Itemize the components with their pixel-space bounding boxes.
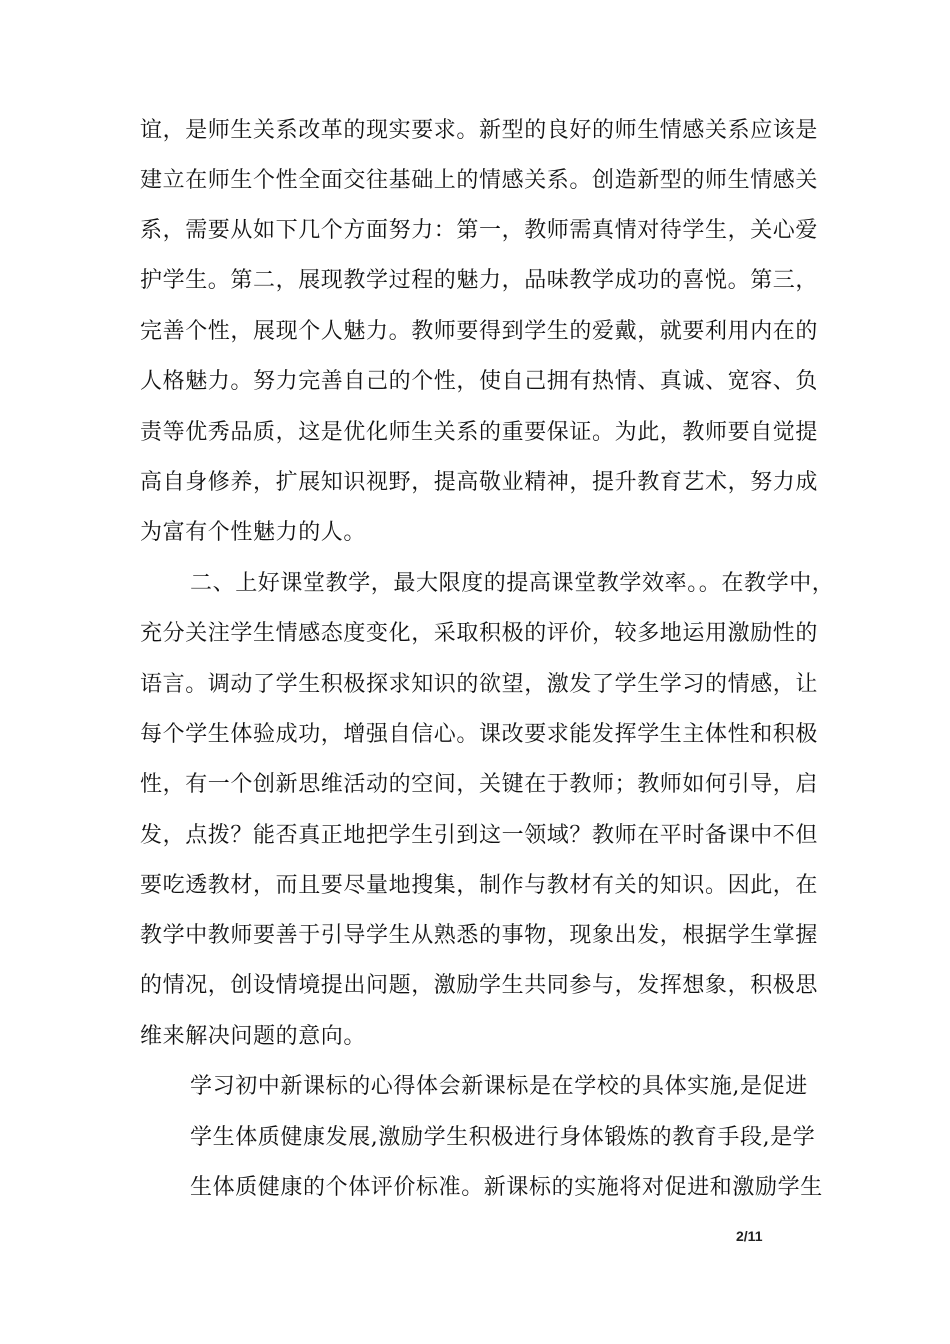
text-line: 生体质健康的个体评价标准。新课标的实施将对促进和激励学生 <box>190 1175 823 1200</box>
page-number: 2/11 <box>736 1228 763 1244</box>
text-line: 的情况，创设情境提出问题，激励学生共同参与，发挥想象，积极思 <box>140 973 819 998</box>
text-line: 学生体质健康发展,激励学生积极进行身体锻炼的教育手段,是学 <box>190 1125 816 1150</box>
text-line: 护学生。第二，展现教学过程的魅力，品味教学成功的喜悦。第三， <box>140 268 819 293</box>
text-line: 语言。调动了学生积极探求知识的欲望，激发了学生学习的情感，让 <box>140 672 819 697</box>
text-line: 系，需要从如下几个方面努力：第一，教师需真情对待学生，关心爱 <box>140 218 819 243</box>
text-line: 学习初中新课标的心得体会新课标是在学校的具体实施,是促进 <box>190 1074 808 1099</box>
text-line: 发，点拨？能否真正地把学生引到这一领域？教师在平时备课中不但 <box>140 823 819 848</box>
text-line: 充分关注学生情感态度变化，采取积极的评价，较多地运用激励性的 <box>140 621 819 646</box>
text-line: 建立在师生个性全面交往基础上的情感关系。创造新型的师生情感关 <box>140 168 819 193</box>
text-line: 高自身修养，扩展知识视野，提高敬业精神，提升教育艺术，努力成 <box>140 470 819 495</box>
text-line: 维来解决问题的意向。 <box>140 1024 367 1049</box>
text-line: 要吃透教材，而且要尽量地搜集，制作与教材有关的知识。因此，在 <box>140 873 819 898</box>
text-line: 每个学生体验成功，增强自信心。课改要求能发挥学生主体性和积极 <box>140 722 819 747</box>
text-line: 为富有个性魅力的人。 <box>140 520 367 545</box>
text-line: 责等优秀品质，这是优化师生关系的重要保证。为此，教师要自觉提 <box>140 420 819 445</box>
text-line: 性，有一个创新思维活动的空间，关键在于教师；教师如何引导，启 <box>140 772 819 797</box>
text-line: 人格魅力。努力完善自己的个性，使自己拥有热情、真诚、宽容、负 <box>140 369 819 394</box>
text-line: 教学中教师要善于引导学生从熟悉的事物，现象出发，根据学生掌握 <box>140 923 819 948</box>
text-line: 谊，是师生关系改革的现实要求。新型的良好的师生情感关系应该是 <box>140 118 819 143</box>
text-line: 二、上好课堂教学，最大限度的提高课堂教学效率。。在教学中， <box>190 571 835 596</box>
text-line: 完善个性，展现个人魅力。教师要得到学生的爱戴，就要利用内在的 <box>140 319 819 344</box>
